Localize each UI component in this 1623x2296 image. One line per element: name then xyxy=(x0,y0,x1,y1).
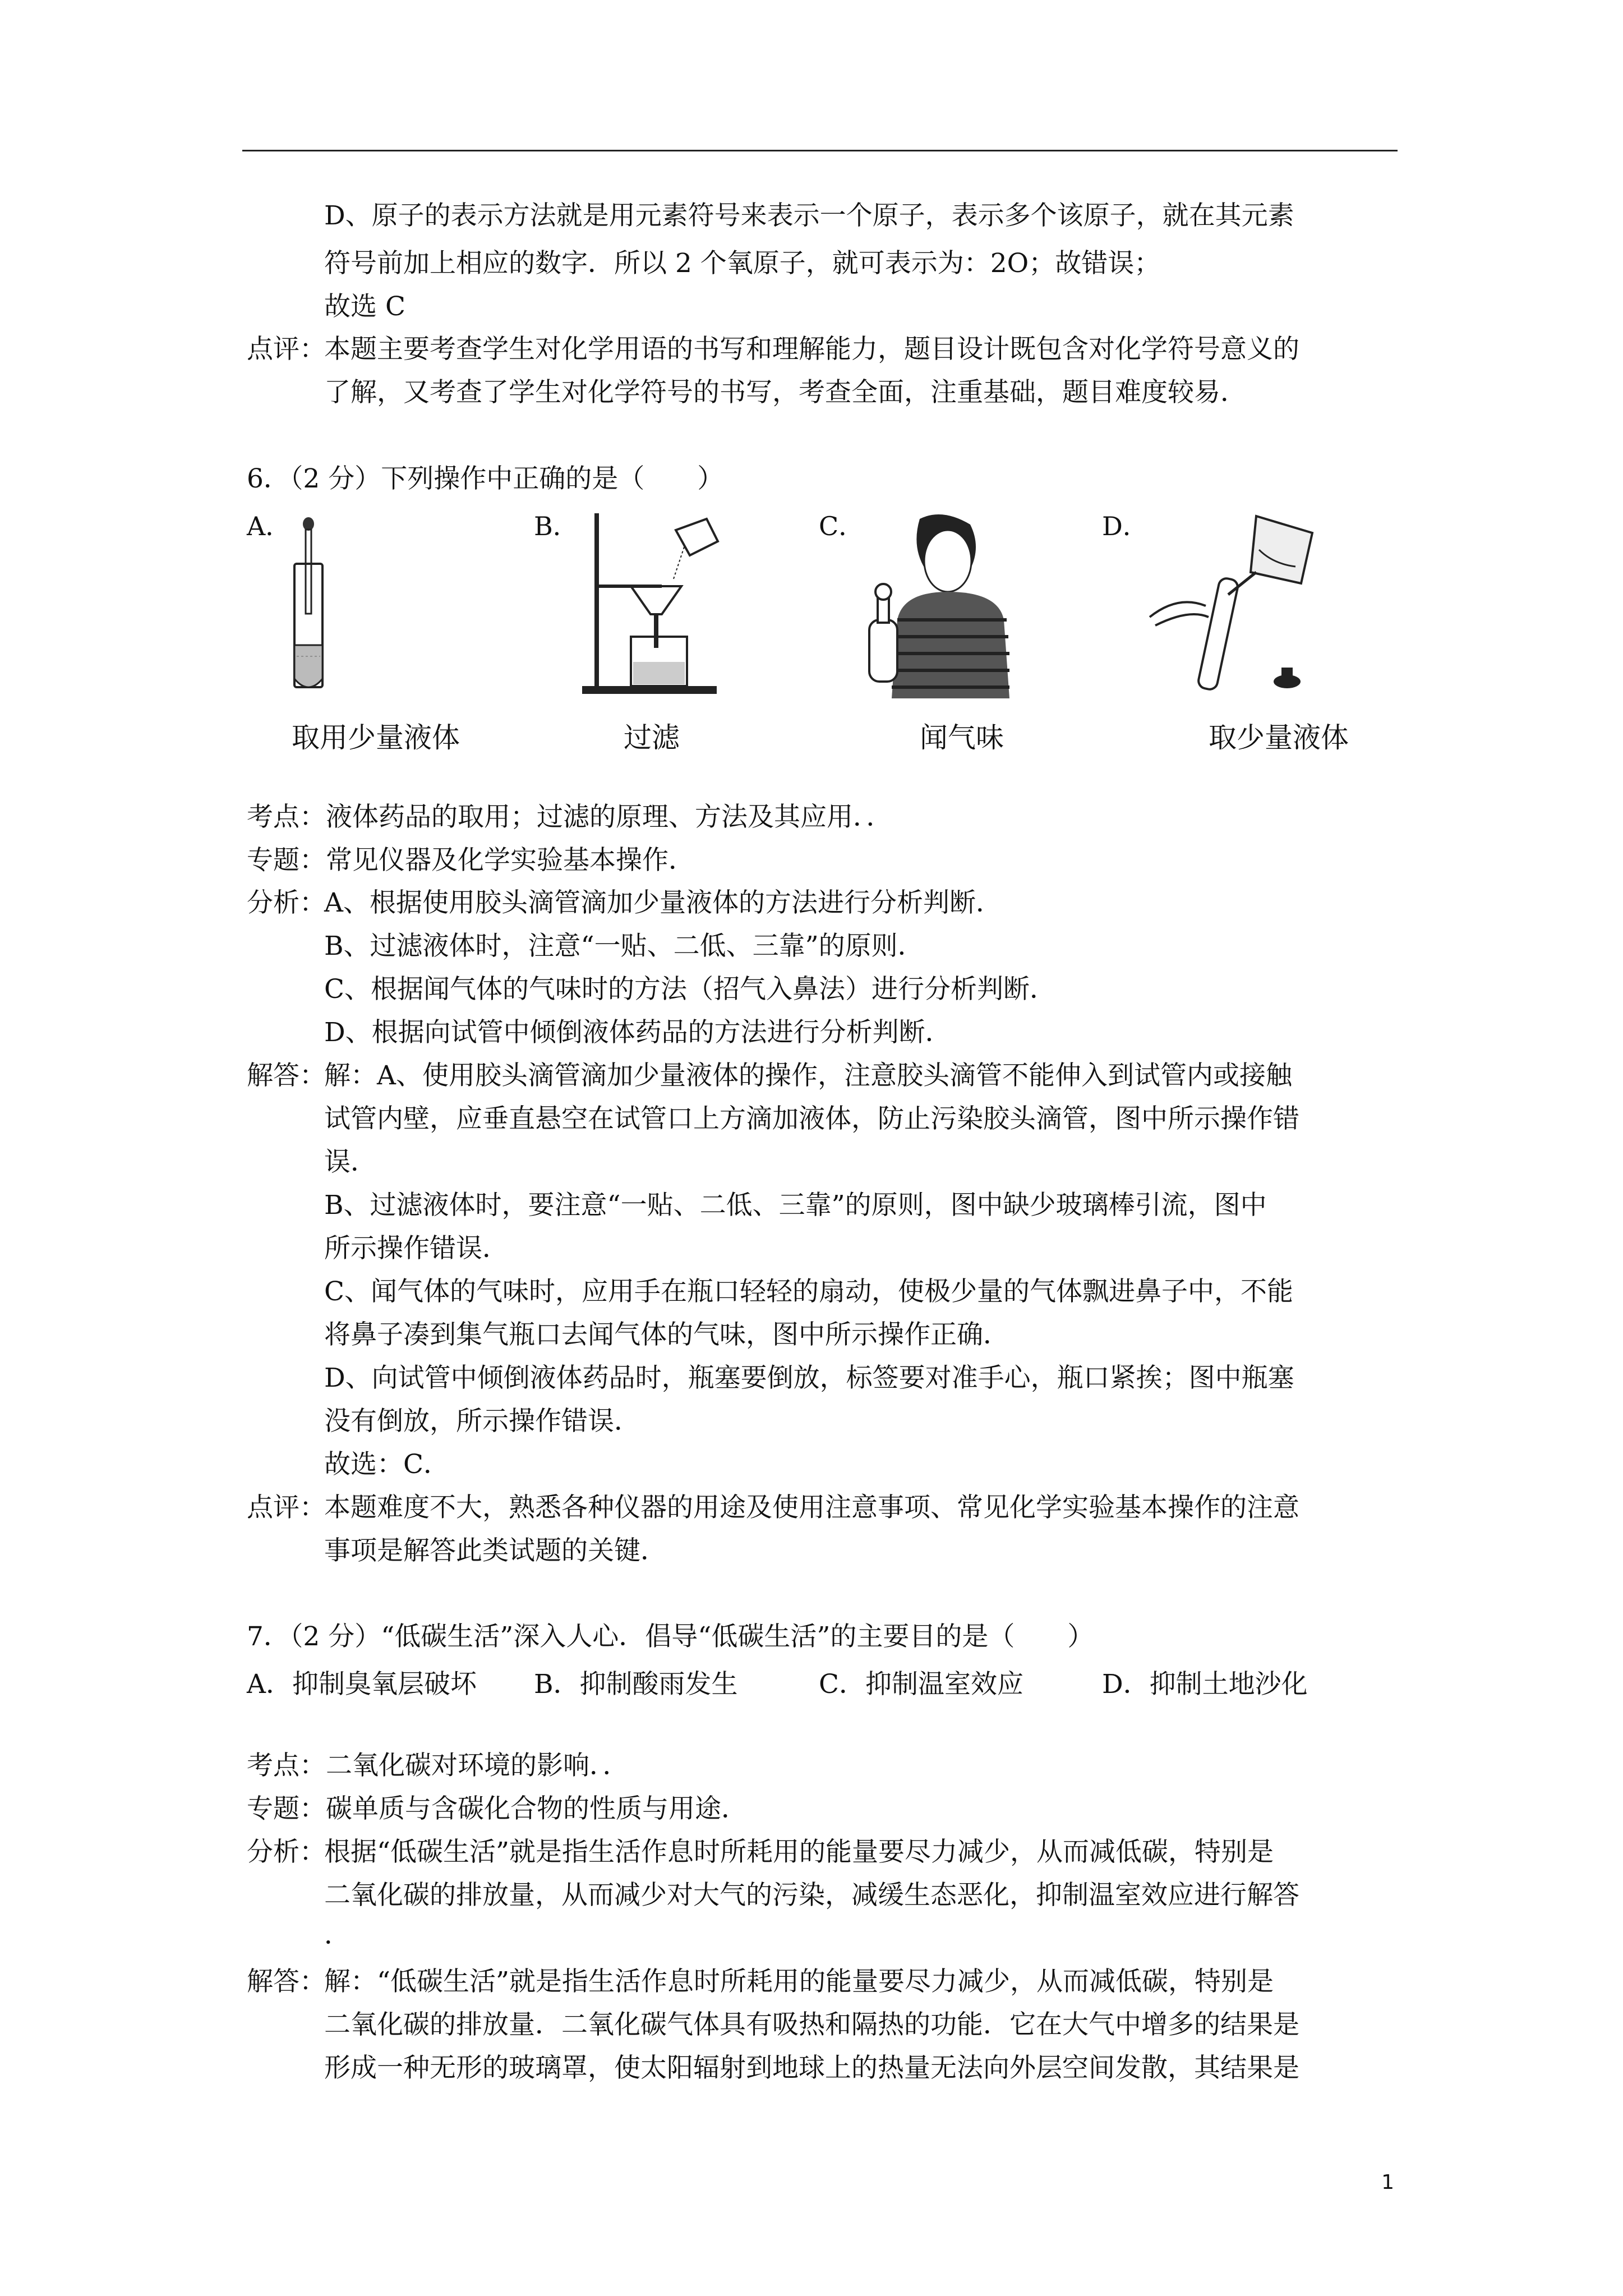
q6-dianping-label: 点评： xyxy=(247,1492,326,1523)
q7-jieda-line: 二氧化碳的排放量．二氧化碳气体具有吸热和隔热的功能．它在大气中增多的结果是 xyxy=(324,2009,1299,2040)
q7-jieda-label: 解答： xyxy=(247,1966,326,1997)
q6-jieda-line: B、过滤液体时，要注意“一贴、二低、三靠”的原则，图中缺少玻璃棒引流，图中 xyxy=(324,1190,1267,1221)
q7-jieda-line: 形成一种无形的玻璃罩，使太阳辐射到地球上的热量无法向外层空间发散，其结果是 xyxy=(324,2053,1299,2083)
prev-comment-label: 点评： xyxy=(247,334,326,365)
q7-kaodian: 考点：二氧化碳对环境的影响．． xyxy=(247,1750,629,1781)
q7-zhuanti: 专题：碳单质与含碳化合物的性质与用途． xyxy=(247,1793,748,1824)
q7-fenxi-line: 二氧化碳的排放量，从而减少对大气的污染，减缓生态恶化，抑制温室效应进行解答 xyxy=(324,1880,1299,1911)
q7-fenxi-line: 根据“低碳生活”就是指生活作息时所耗用的能量要尽力减少，从而减低碳，特别是 xyxy=(324,1837,1274,1867)
q6-fenxi-line: C、根据闻气体的气味时的方法（招气入鼻法）进行分析判断． xyxy=(324,974,1056,1005)
q6-fenxi-label: 分析： xyxy=(247,887,326,918)
q6-jieda-line: 没有倒放，所示操作错误． xyxy=(324,1406,640,1437)
q6-jieda-line: 试管内壁，应垂直悬空在试管口上方滴加液体，防止污染胶头滴管，图中所示操作错 xyxy=(324,1103,1299,1134)
q6-option-a-label: A． xyxy=(247,511,292,541)
filtration-apparatus-icon xyxy=(578,508,723,698)
q6-jieda-line: 将鼻子凑到集气瓶口去闻气体的气味，图中所示操作正确． xyxy=(324,1319,1009,1350)
q6-caption-a: 取用少量液体 xyxy=(292,721,460,754)
boy-smelling-bottle-icon xyxy=(858,508,1021,701)
q6-jieda-line: C、闻气体的气味时，应用手在瓶口轻轻的扇动，使极少量的气体飘进鼻子中，不能 xyxy=(324,1276,1293,1307)
q6-dianping-line: 本题难度不大，熟悉各种仪器的用途及使用注意事项、常见化学实验基本操作的注意 xyxy=(324,1492,1299,1523)
q6-option-c-label: C． xyxy=(819,511,865,541)
page-number: 1 xyxy=(1381,2171,1394,2194)
q6-caption-d: 取少量液体 xyxy=(1209,721,1349,754)
q7-stem: 7．（2 分）“低碳生活”深入人心．倡导“低碳生活”的主要目的是（ ） xyxy=(247,1621,1094,1652)
q6-fenxi-line: A、根据使用胶头滴管滴加少量液体的方法进行分析判断． xyxy=(324,887,1002,918)
q6-option-b-label: B． xyxy=(534,511,579,541)
q6-jieda-line: 故选：C． xyxy=(324,1449,450,1480)
q6-jieda-line: 误． xyxy=(324,1147,377,1177)
q6-stem: 6．（2 分）下列操作中正确的是（ ） xyxy=(247,463,724,494)
prev-d-line2: 符号前加上相应的数字．所以 2 个氧原子，就可表示为：2O；故错误； xyxy=(324,248,1161,279)
prev-comment-line2: 了解，又考查了学生对化学符号的书写，考查全面，注重基础，题目难度较易． xyxy=(324,377,1247,408)
q6-jieda-label: 解答： xyxy=(247,1060,326,1091)
prev-d-line1: D、原子的表示方法就是用元素符号来表示一个原子，表示多个该原子，就在其元素 xyxy=(324,200,1294,231)
q7-option-a: A．抑制臭氧层破坏 xyxy=(247,1669,477,1700)
q6-fenxi-line: D、根据向试管中倾倒液体药品的方法进行分析判断． xyxy=(324,1017,952,1048)
q6-zhuanti: 专题：常见仪器及化学实验基本操作． xyxy=(247,845,695,876)
dropper-test-tube-icon xyxy=(283,516,334,701)
q7-option-c: C．抑制温室效应 xyxy=(819,1669,1023,1700)
pouring-liquid-icon xyxy=(1144,510,1329,696)
header-rule xyxy=(242,150,1398,151)
q6-fenxi-line: B、过滤液体时，注意“一贴、二低、三靠”的原则． xyxy=(324,931,924,961)
q7-jieda-line: 解：“低碳生活”就是指生活作息时所耗用的能量要尽力减少，从而减低碳，特别是 xyxy=(324,1966,1274,1997)
q6-kaodian: 考点：液体药品的取用；过滤的原理、方法及其应用．． xyxy=(247,802,893,832)
q7-option-b: B．抑制酸雨发生 xyxy=(534,1669,738,1700)
q6-option-d-label: D． xyxy=(1102,511,1149,541)
q6-caption-c: 闻气味 xyxy=(920,721,1004,754)
q6-jieda-line: D、向试管中倾倒液体药品时，瓶塞要倒放，标签要对准手心，瓶口紧挨；图中瓶塞 xyxy=(324,1363,1294,1393)
q7-fenxi-line: ． xyxy=(324,1920,351,1950)
q6-jieda-line: 解：A、使用胶头滴管滴加少量液体的操作，注意胶头滴管不能伸入到试管内或接触 xyxy=(324,1060,1292,1091)
q6-jieda-line: 所示操作错误． xyxy=(324,1233,509,1264)
q6-dianping-line: 事项是解答此类试题的关键． xyxy=(324,1535,667,1566)
q7-fenxi-label: 分析： xyxy=(247,1837,326,1867)
q6-caption-b: 过滤 xyxy=(624,721,680,754)
prev-choose: 故选 C xyxy=(324,291,405,322)
q7-option-d: D．抑制土地沙化 xyxy=(1102,1669,1308,1700)
prev-comment-line1: 本题主要考查学生对化学用语的书写和理解能力，题目设计既包含对化学符号意义的 xyxy=(324,334,1299,365)
